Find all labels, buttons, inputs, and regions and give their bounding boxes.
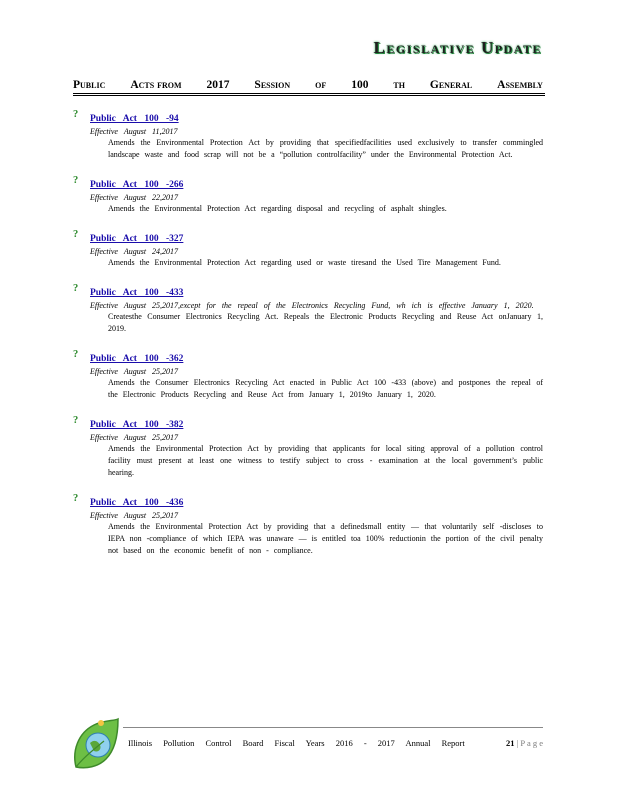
title-word: of — [315, 79, 327, 91]
act-description: Amends the Environmental Protection Act by providing that applicants for local siting approval of a pollution control facility must present at least one witness to testify subject to cross - examination at the local government’s public hearing. — [108, 444, 543, 477]
act-link[interactable]: Public Act 100 -327 — [90, 234, 184, 244]
effective-date: Effective August 22,2017 — [90, 193, 179, 202]
leaf-globe-logo-icon — [70, 715, 122, 778]
bullet-icon: ? — [73, 415, 79, 426]
act-link[interactable]: Public Act 100 -362 — [90, 354, 184, 364]
act-item — [73, 174, 543, 215]
act-description: Amends the Consumer Electronics Recycling Act enacted in Public Act 100 -433 (above) and postpones the repeal of the Electronic Products Recycling and Reuse Act from January 1, 2019to January 1, 2020. — [108, 378, 543, 399]
title-underline — [73, 93, 545, 94]
legislative-update-banner: Legislative Update — [373, 38, 542, 57]
act-description: Amends the Environmental Protection Act by providing that a definedsmall entity — that voluntarily self -discloses to IEPA non -compliance of which IEPA was unaware — is entitled toa 100% reductionin the portion of the civil penalty not based on the economic benefit of non - compliance. — [108, 522, 543, 555]
title-word: General — [429, 79, 473, 91]
effective-date: Effective August 25,2017 — [90, 433, 179, 442]
bullet-icon: ? — [73, 175, 79, 186]
bullet-icon: ? — [73, 109, 79, 120]
title-word: Session — [254, 79, 291, 91]
act-link[interactable]: Public Act 100 -436 — [90, 498, 184, 508]
bullet-icon: ? — [73, 493, 79, 504]
act-description: Createsthe Consumer Electronics Recycling Act. Repeals the Electronic Products Recycling and Reuse Act onJanuary 1, 2019. — [108, 312, 543, 333]
act-description: Amends the Environmental Protection Act regarding disposal and recycling of asphalt shingles. — [108, 204, 447, 213]
act-link[interactable]: Public Act 100 -94 — [90, 114, 179, 124]
title-word: 100 — [351, 79, 369, 91]
act-item — [73, 348, 543, 401]
footer-report-title: Illinois Pollution Control Board Fiscal Years 2016 - 2017 Annual Report — [128, 738, 465, 748]
act-description: Amends the Environmental Protection Act regarding used or waste tiresand the Used Tire Management Fund. — [108, 258, 501, 267]
effective-date: Effective August 11,2017 — [90, 127, 178, 136]
title-word: Acts from — [130, 79, 182, 91]
effective-date: Effective August 25,2017,except for the repeal of the Electronics Recycling Fund, wh ich is effective January 1, 2020. — [90, 301, 534, 310]
page-label: | P a g e — [516, 738, 543, 748]
title-word: 2017 — [206, 79, 230, 91]
effective-date: Effective August 25,2017 — [90, 367, 179, 376]
title-word: th — [393, 79, 405, 91]
bullet-icon: ? — [73, 283, 79, 294]
act-item — [73, 414, 543, 479]
title-word: Public — [73, 79, 106, 91]
act-link[interactable]: Public Act 100 -266 — [90, 180, 184, 190]
bullet-icon: ? — [73, 349, 79, 360]
title-word: Assembly — [497, 79, 543, 91]
footer-divider — [123, 727, 543, 728]
bullet-icon: ? — [73, 229, 79, 240]
title-underline — [73, 95, 545, 96]
page-title — [73, 79, 543, 91]
public-acts-list — [73, 108, 543, 570]
act-item — [73, 228, 543, 269]
effective-date: Effective August 24,2017 — [90, 247, 179, 256]
page-indicator — [506, 738, 543, 748]
page-number: 21 — [505, 738, 515, 748]
page-footer — [128, 738, 543, 748]
act-item — [73, 282, 543, 335]
act-link[interactable]: Public Act 100 -382 — [90, 420, 184, 430]
act-link[interactable]: Public Act 100 -433 — [90, 288, 184, 298]
act-item — [73, 492, 543, 557]
effective-date: Effective August 25,2017 — [90, 511, 179, 520]
act-item — [73, 108, 543, 161]
act-description: Amends the Environmental Protection Act by providing that specifiedfacilities used exclusively to transfer commingled landscape waste and food scrap will not be a “pollution controlfacility” under the Environmental Protection Act. — [108, 138, 543, 159]
